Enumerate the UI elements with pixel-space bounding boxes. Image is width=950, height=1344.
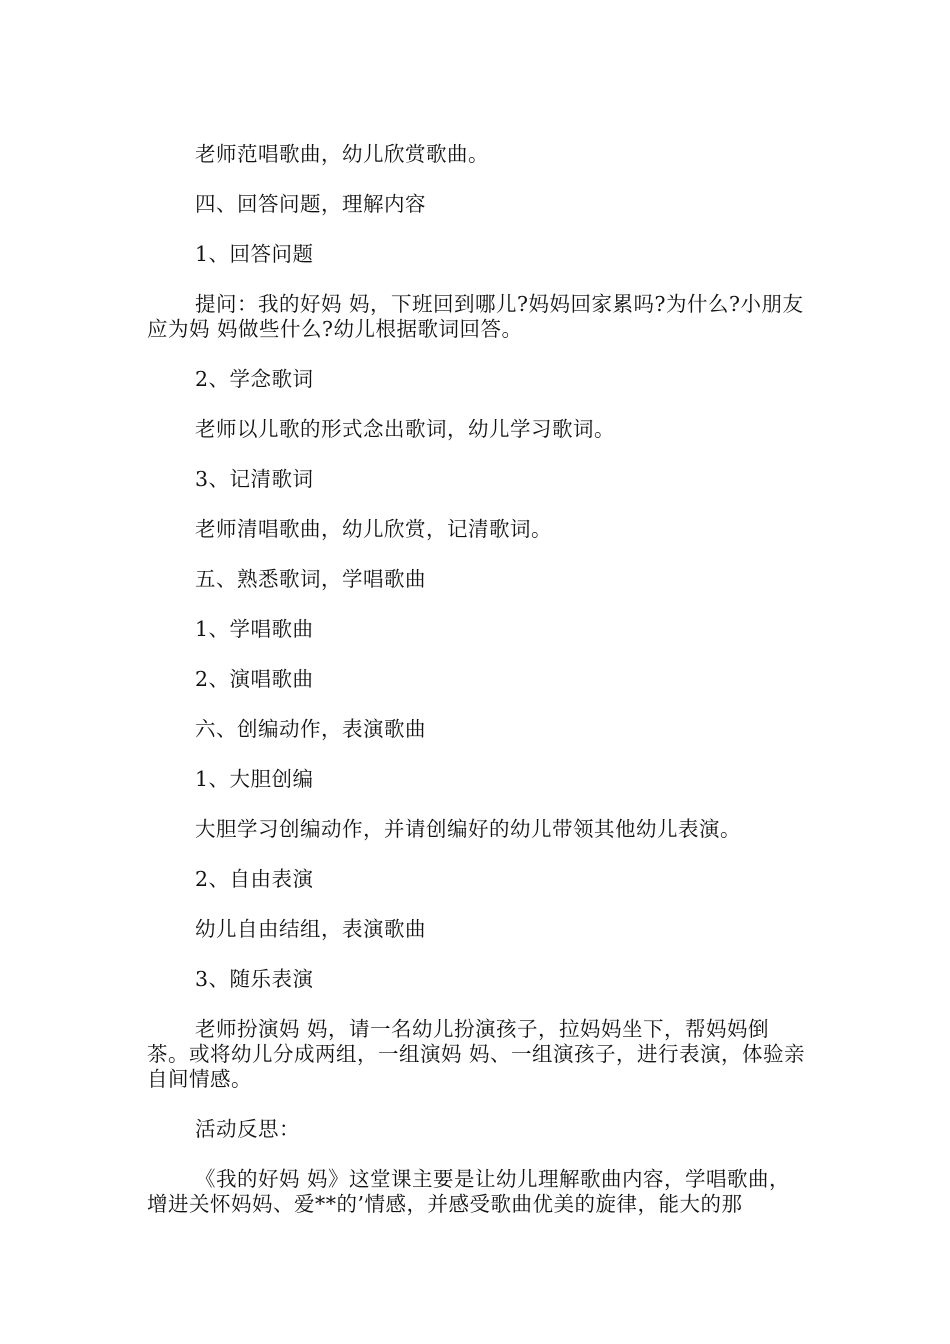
paragraph: 老师扮演妈 妈，请一名幼儿扮演孩子，拉妈妈坐下，帮妈妈倒茶。或将幼儿分成两组，一组演妈 妈、一组演孩子，进行表演，体验亲自间情感。 xyxy=(147,1017,806,1091)
subheading: 3、随乐表演 xyxy=(195,967,314,991)
subheading: 2、自由表演 xyxy=(195,867,314,891)
paragraph: 《我的好妈 妈》这堂课主要是让幼儿理解歌曲内容，学唱歌曲，增进关怀妈妈、爱**的’情感，并感受歌曲优美的旋律，能大的那 xyxy=(147,1167,791,1216)
paragraph: 老师范唱歌曲，幼儿欣赏歌曲。 xyxy=(195,142,489,166)
document-page xyxy=(147,142,807,1217)
section-heading: 活动反思： xyxy=(195,1117,300,1141)
section-heading: 四、回答问题，理解内容 xyxy=(195,192,426,216)
section-heading: 六、创编动作，表演歌曲 xyxy=(195,717,426,741)
subheading: 3、记清歌词 xyxy=(195,467,314,491)
paragraph: 大胆学习创编动作，并请创编好的幼儿带领其他幼儿表演。 xyxy=(195,817,741,841)
paragraph: 提问：我的好妈 妈，下班回到哪儿?妈妈回家累吗?为什么?小朋友应为妈 妈做些什么?幼儿根据歌词回答。 xyxy=(147,292,804,341)
subheading: 1、大胆创编 xyxy=(195,767,314,791)
subheading: 1、回答问题 xyxy=(195,242,314,266)
subheading: 2、学念歌词 xyxy=(195,367,314,391)
subheading: 2、演唱歌曲 xyxy=(195,667,314,691)
section-heading: 五、熟悉歌词，学唱歌曲 xyxy=(195,567,426,591)
paragraph: 老师清唱歌曲，幼儿欣赏，记清歌词。 xyxy=(195,517,552,541)
paragraph: 幼儿自由结组，表演歌曲 xyxy=(195,917,426,941)
subheading: 1、学唱歌曲 xyxy=(195,617,314,641)
paragraph: 老师以儿歌的形式念出歌词，幼儿学习歌词。 xyxy=(195,417,615,441)
